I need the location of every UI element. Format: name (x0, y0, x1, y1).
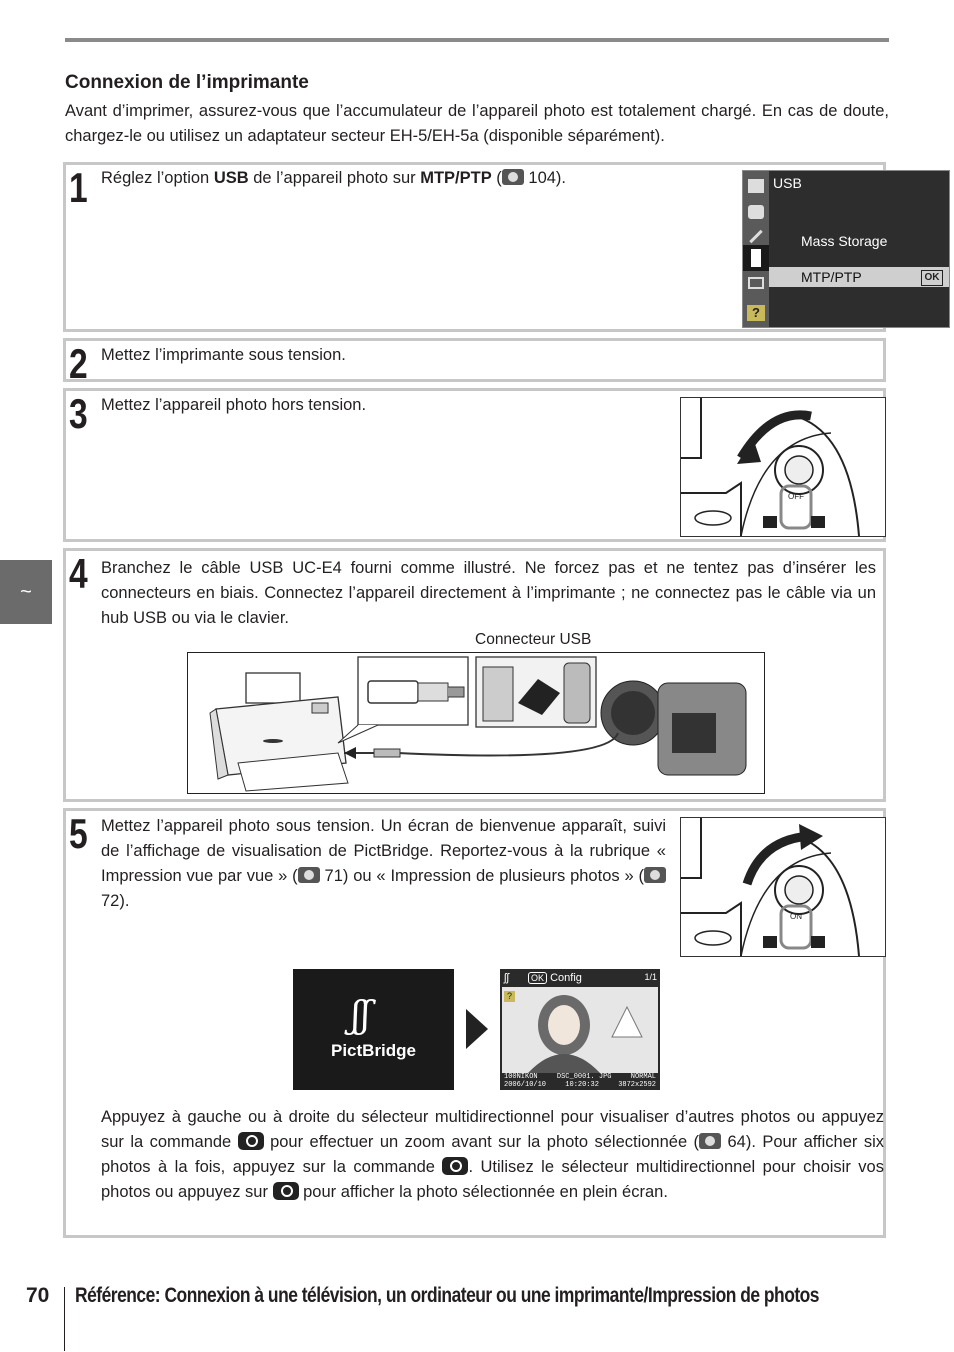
usb-connector-caption: Connecteur USB (475, 631, 592, 648)
pencil-icon (749, 230, 762, 243)
reference-icon (502, 169, 524, 185)
pictbridge-logo-icon: ʃʃ (351, 995, 371, 1036)
frame-counter: 1/1 (644, 972, 657, 982)
step-number: 3 (69, 390, 87, 437)
step-text: Mettez l’imprimante sous tension. (101, 346, 346, 364)
footer-divider (64, 1287, 65, 1351)
step-number: 4 (69, 550, 87, 597)
pictbridge-playback-screen (500, 969, 660, 1090)
connection-icon: ~ (20, 580, 32, 603)
step-2 (63, 338, 886, 387)
photo-preview (502, 987, 658, 1073)
help-icon: ? (747, 305, 765, 321)
chapter-tab (0, 560, 52, 624)
pictbridge-mini-icon: ʃʃ (504, 972, 509, 984)
step-text: Réglez l’option USB de l’appareil photo sur MTP/PTP ( 104). (101, 169, 567, 187)
step-1 (63, 162, 940, 332)
zoom-in-button-icon (238, 1132, 264, 1150)
pictbridge-label: PictBridge (330, 1041, 417, 1060)
zoom-in-button-icon (273, 1182, 299, 1200)
arrow-right-icon (466, 1009, 488, 1049)
wrench-icon (751, 249, 761, 267)
step-text: Mettez l’appareil photo hors tension. (101, 396, 367, 414)
playback-icon (748, 179, 764, 193)
footer-chapter-title: Référence: Connexion à une télévision, un ordinateur ou une imprimante/Impression de photos (75, 1284, 820, 1307)
menu-item-mtp-ptp: MTP/PTP (801, 269, 862, 285)
step-5-paragraph: Appuyez à gauche ou à droite du sélecteur multidirectionnel pour visualiser d’autres photos ou appuyez sur la commande pour effectuer un zoom avant sur la photo sélectionnée ( 64). Pour afficher six photos à la fois, appuyez sur la commande . Utilisez le sélecteur multidirectionnel pour choisir vos photos ou appuyez sur pour afficher la photo sélectionnée en plein écran. (101, 1108, 884, 1201)
portrait-photo (502, 987, 658, 1073)
help-icon: ? (504, 991, 515, 1002)
step-number: 1 (69, 164, 87, 211)
usb-menu-screenshot (742, 170, 950, 328)
camera-top-on-drawing (681, 818, 885, 956)
intro-paragraph: Avant d’imprimer, assurez-vous que l’accumulateur de l’appareil photo est totalement chargé. En cas de doute, chargez-le ou utilisez un adaptateur secteur EH-5/EH-5a (disponible séparément). (65, 102, 889, 145)
power-switch-on-illustration (680, 817, 886, 957)
ok-config-badge: OK Config (528, 972, 582, 984)
menu-tab-column (743, 171, 769, 327)
menu-item-mass-storage: Mass Storage (801, 233, 888, 249)
step-number: 5 (69, 810, 87, 857)
reference-icon (298, 867, 320, 883)
menu-title: USB (773, 175, 802, 191)
step-5 (63, 808, 886, 1238)
reference-icon (699, 1133, 721, 1149)
power-switch-off-illustration (680, 397, 886, 537)
camera-top-off-drawing (681, 398, 885, 536)
thumbnail-button-icon (442, 1157, 468, 1175)
printer-camera-cable-drawing (188, 653, 764, 793)
step-3 (63, 388, 886, 542)
section-title: Connexion de l’imprimante (65, 72, 309, 93)
top-rule (65, 38, 889, 42)
pictbridge-splash-screen (293, 969, 454, 1090)
page-number: 70 (26, 1284, 50, 1307)
file-info-line-2: 2006/10/10 10:20:32 3872x2592 (504, 1081, 656, 1089)
step-text: Branchez le câble USB UC-E4 fourni comme illustré. Ne forcez pas et ne tentez pas d’insérer les connecteurs en biais. Connectez l’appareil directement à l’imprimante ; ne connectez pas le câble via un hub USB ou via le clavier. (101, 559, 876, 627)
file-info-line-1: 100NIKON DSC_0001. JPG NORMAL (504, 1073, 656, 1081)
ok-badge: OK (921, 270, 943, 286)
camera-icon (748, 205, 764, 219)
step-4 (63, 548, 886, 802)
step-number: 2 (69, 340, 87, 387)
step-text: Mettez l’appareil photo sous tension. Un écran de bienvenue apparaît, suivi de l’affichage de visualisation de PictBridge. Reportez-vous à la rubrique « Impression vue par vue » ( 71) ou « Impression de plusieurs photos » ( 72). (101, 817, 666, 910)
retouch-icon (748, 277, 764, 289)
on-label: ON (790, 912, 802, 921)
off-label: OFF (788, 492, 804, 501)
connection-illustration (187, 652, 765, 794)
reference-icon (644, 867, 666, 883)
